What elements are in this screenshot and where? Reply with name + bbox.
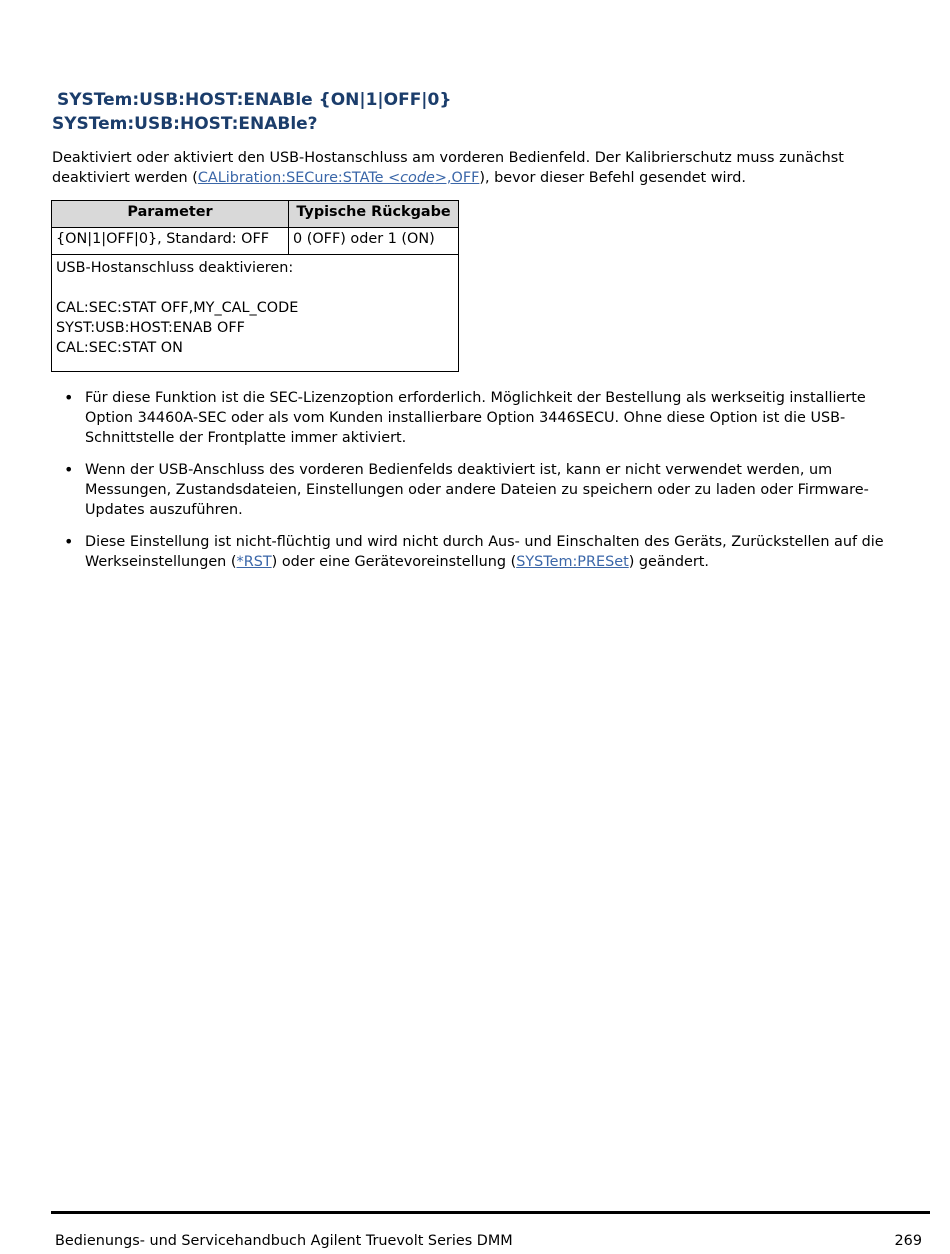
example-line: SYST:USB:HOST:ENAB OFF bbox=[56, 320, 245, 336]
bullet-icon: • bbox=[64, 388, 74, 407]
header-return: Typische Rückgabe bbox=[289, 201, 459, 228]
rst-link[interactable]: *RST bbox=[236, 554, 272, 570]
intro-text-after: ), bevor dieser Befehl gesendet wird. bbox=[479, 170, 746, 186]
list-item bbox=[52, 532, 912, 572]
header-parameter: Parameter bbox=[52, 201, 289, 228]
system-preset-link[interactable]: SYSTem:PRESet bbox=[516, 554, 629, 570]
link-suffix: >,OFF bbox=[434, 170, 480, 186]
calibration-secure-link[interactable] bbox=[198, 170, 480, 186]
note-text: Wenn der USB-Anschluss des vorderen Bedienfelds deaktiviert ist, kann er nicht verwendet werden, um Messungen, Zustandsdateien, Einstellungen oder andere Dateien zu speichern oder zu laden oder Firmware-Updates auszuführen. bbox=[85, 462, 869, 518]
list-item bbox=[52, 460, 912, 520]
example-line: CAL:SEC:STAT OFF,MY_CAL_CODE bbox=[56, 300, 299, 316]
table-header-row bbox=[52, 201, 459, 228]
query-heading: SYSTem:USB:HOST:ENABle? bbox=[52, 114, 318, 134]
cell-return: 0 (OFF) oder 1 (ON) bbox=[289, 228, 459, 255]
footer-title: Bedienungs- und Servicehandbuch Agilent Truevolt Series DMM bbox=[55, 1233, 513, 1249]
bullet-icon: • bbox=[64, 460, 74, 479]
intro-text-before: Deaktiviert oder aktiviert den USB-Hostanschluss am vorderen Bedienfeld. Der Kalibrierschutz muss zunächst deaktiviert werden ( bbox=[52, 150, 844, 186]
list-item bbox=[52, 388, 912, 448]
link-prefix: CALibration:SECure:STATe < bbox=[197, 170, 401, 186]
table-row bbox=[52, 228, 459, 255]
bullet-icon: • bbox=[64, 532, 74, 551]
example-cell bbox=[52, 255, 459, 372]
note-text: Für diese Funktion ist die SEC-Lizenzoption erforderlich. Möglichkeit der Bestellung als werkseitig installierte Option 34460A-SEC oder als vom Kunden installierbare Option 3446SECU. Ohne diese Option ist die USB-Schnittstelle der Frontplatte immer aktiviert. bbox=[85, 390, 866, 446]
example-spacer bbox=[56, 278, 454, 298]
parameter-table bbox=[51, 200, 459, 372]
intro-paragraph bbox=[52, 148, 912, 188]
example-title: USB-Hostanschluss deaktivieren: bbox=[56, 260, 294, 276]
notes-list bbox=[52, 388, 912, 584]
page-number: 269 bbox=[894, 1233, 922, 1249]
example-row bbox=[52, 255, 459, 372]
note-text: ) geändert. bbox=[628, 554, 709, 570]
note-text: Diese Einstellung ist nicht-flüchtig und wird nicht durch Aus- und Einschalten des Geräts, Zurückstellen auf die Werkseinstellungen ( bbox=[85, 534, 884, 570]
cell-parameter: {ON|1|OFF|0}, Standard: OFF bbox=[52, 228, 289, 255]
link-italic: code bbox=[400, 170, 435, 186]
note-text: ) oder eine Gerätevoreinstellung ( bbox=[271, 554, 517, 570]
footer-divider bbox=[51, 1211, 930, 1214]
command-heading: SYSTem:USB:HOST:ENABle {ON|1|OFF|0} bbox=[57, 90, 452, 110]
example-line: CAL:SEC:STAT ON bbox=[56, 340, 183, 356]
